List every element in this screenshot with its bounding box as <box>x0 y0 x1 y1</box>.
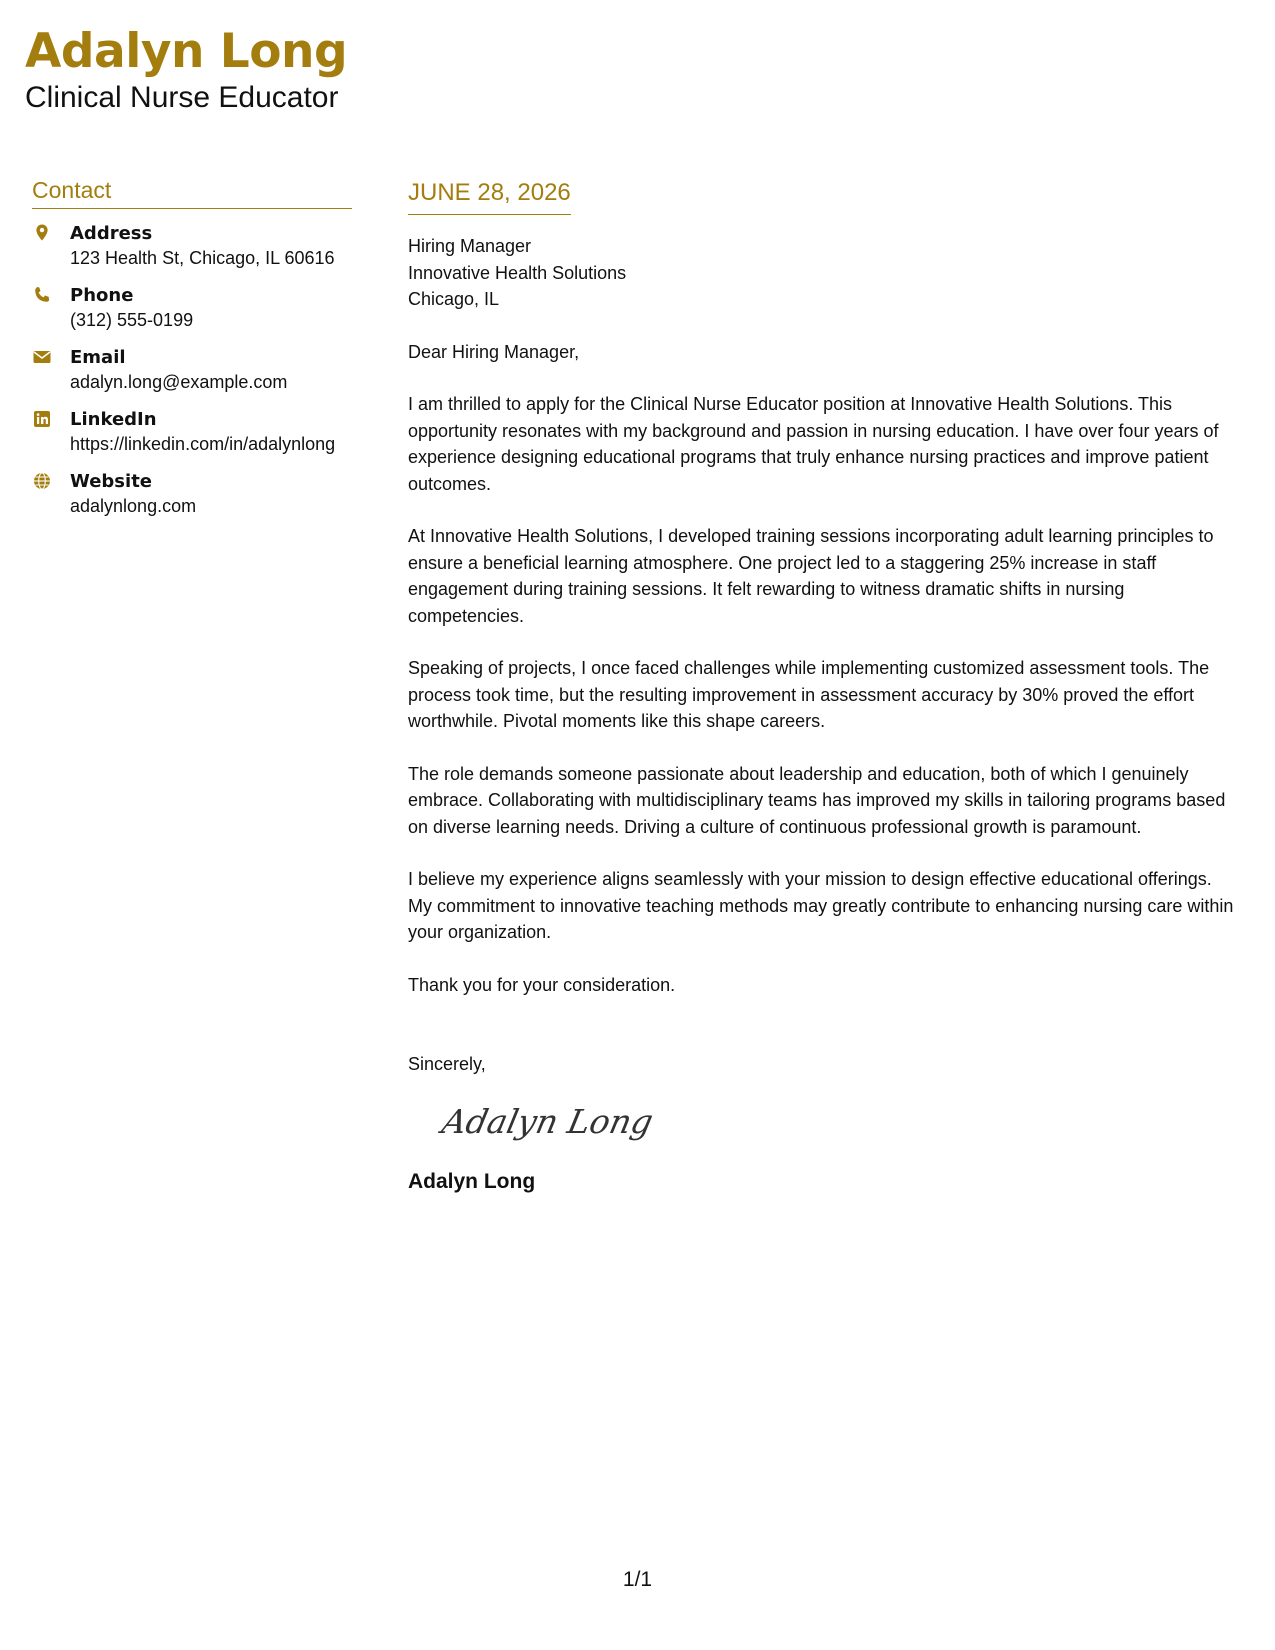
letter-paragraph: The role demands someone passionate about leadership and education, both of which I genuinely embrace. Collaborating with multidisciplinary teams has improved my skills in tailoring programs based on diverse learning needs. Driving a culture of continuous professional growth is paramount. <box>408 763 1226 837</box>
signature-image <box>436 1097 1238 1152</box>
letter-paragraph: At Innovative Health Solutions, I developed training sessions incorporating adult learning principles to ensure a beneficial learning atmosphere. One project led to a staggering 25% increase in staff engagement during training sessions. It felt rewarding to witness dramatic shifts in nursing competencies. <box>408 526 1214 626</box>
contact-phone <box>32 283 352 333</box>
contact-linkedin <box>32 407 352 457</box>
recipient-line: Chicago, IL <box>408 289 500 309</box>
salutation: Dear Hiring Manager, <box>408 341 580 362</box>
recipient-line: Hiring Manager <box>408 236 532 256</box>
linkedin-value[interactable]: https://linkedin.com/in/adalynlong <box>70 434 336 454</box>
applicant-title: Clinical Nurse Educator <box>25 81 339 114</box>
contact-label: Email <box>70 347 126 368</box>
recipient-line: Innovative Health Solutions <box>408 262 627 283</box>
globe-icon <box>32 469 70 519</box>
contact-website <box>32 469 352 519</box>
svg-text:Adalyn Long: Adalyn Long <box>438 1102 656 1141</box>
website-value[interactable]: adalynlong.com <box>70 496 197 516</box>
contact-address <box>32 221 352 271</box>
phone-value[interactable]: (312) 555-0199 <box>70 310 194 330</box>
contact-label: Address <box>70 223 153 244</box>
letter-paragraph: Thank you for your consideration. <box>408 974 676 995</box>
page-number: 1/1 <box>622 1568 653 1591</box>
applicant-name: Adalyn Long <box>25 24 348 79</box>
phone-icon <box>32 283 70 333</box>
contact-label: LinkedIn <box>70 409 157 430</box>
signer-name: Adalyn Long <box>408 1170 536 1193</box>
envelope-icon <box>32 345 70 395</box>
letter-paragraph: I am thrilled to apply for the Clinical Nurse Educator position at Innovative Health Solutions. This opportunity resonates with my background and passion in nursing education. I have over four years of experience designing educational programs that truly enhance nursing practices and improve patient outcomes. <box>408 394 1219 494</box>
letter-paragraph: I believe my experience aligns seamlessly with your mission to design effective educational offerings. My commitment to innovative teaching methods may greatly contribute to enhancing nursing care within your organization. <box>408 869 1234 942</box>
address-value: 123 Health St, Chicago, IL 60616 <box>70 248 335 268</box>
contact-label: Phone <box>70 285 134 306</box>
letter-paragraph: Speaking of projects, I once faced challenges while implementing customized assessment tools. The process took time, but the resulting improvement in assessment accuracy by 30% proved the effort worthwhile. Pivotal moments like this shape careers. <box>408 658 1210 731</box>
contact-email <box>32 345 352 395</box>
header <box>25 22 347 116</box>
recipient-block <box>408 233 1238 313</box>
location-pin-icon <box>32 221 70 271</box>
email-value[interactable]: adalyn.long@example.com <box>70 372 288 392</box>
contact-heading: Contact <box>32 176 352 209</box>
closing: Sincerely, <box>408 1054 486 1074</box>
contact-sidebar <box>32 176 352 519</box>
letter-date: JUNE 28, 2026 <box>408 178 571 215</box>
contact-label: Website <box>70 471 153 492</box>
linkedin-icon <box>32 407 70 457</box>
letter-body <box>408 178 1238 1194</box>
